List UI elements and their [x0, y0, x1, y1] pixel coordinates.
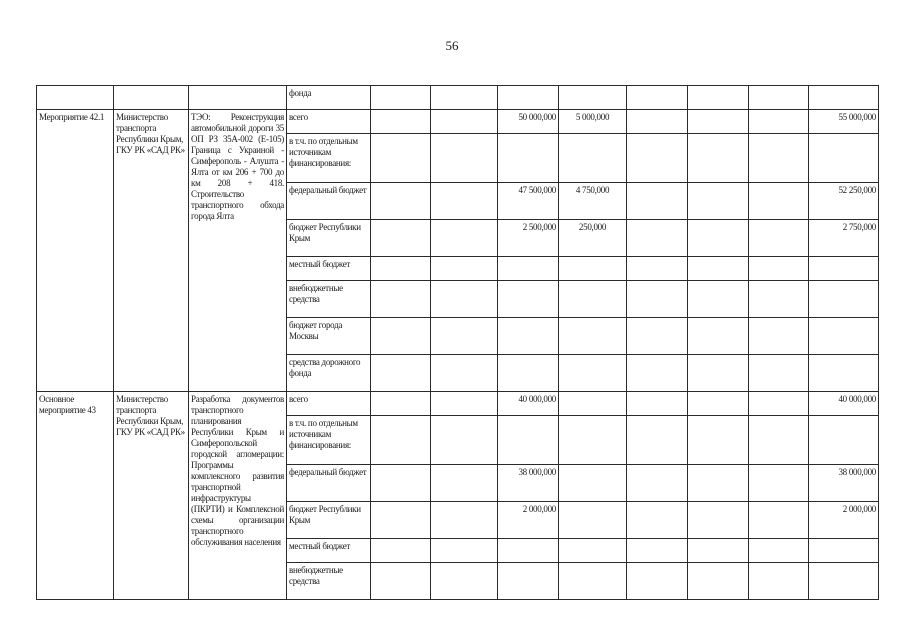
- funding-source-cell: местный бюджет: [287, 539, 371, 563]
- funding-source-cell: в т.ч. по отдельным источникам финансирования:: [287, 416, 371, 465]
- amount-cell: 2 500,000: [498, 220, 559, 257]
- funding-source-cell: федеральный бюджет: [287, 465, 371, 502]
- page-number: 56: [445, 38, 459, 53]
- amount-cell: 38 000,000: [498, 465, 559, 502]
- funding-source-cell: в т.ч. по отдельным источникам финансирования:: [287, 134, 371, 183]
- funding-source-cell: средства дорожного фонда: [287, 355, 371, 392]
- budget-table: [36, 85, 879, 600]
- funding-source-cell: внебюджетные средства: [287, 281, 371, 318]
- total-cell: 2 750,000: [809, 220, 879, 257]
- funding-source-cell: местный бюджет: [287, 257, 371, 281]
- amount-cell: 2 000,000: [498, 502, 559, 539]
- funding-source-cell: бюджет Республики Крым: [287, 502, 371, 539]
- amount-cell: 250,000: [559, 220, 627, 257]
- description-cell: Разработка документов транспортного планирования Республики Крым и Симферопольской городской агломерации: Программы комплексного развития транспортной инфраструктуры (ПКРТИ) и Комплексной схемы организации транспортного обслуживания населения: [189, 392, 287, 600]
- event-name-cell: Мероприятие 42.1: [37, 110, 114, 392]
- table-row: [37, 110, 879, 134]
- executor-cell: Министерство транспорта Республики Крым, ГКУ РК «САД РК»: [114, 392, 189, 600]
- amount-cell: 4 750,000: [559, 183, 627, 220]
- funding-source-cell: всего: [287, 110, 371, 134]
- amount-cell: 40 000,000: [498, 392, 559, 416]
- table-row: [37, 392, 879, 416]
- table-row: [37, 86, 879, 110]
- total-cell: 52 250,000: [809, 183, 879, 220]
- total-cell: 40 000,000: [809, 392, 879, 416]
- total-cell: 55 000,000: [809, 110, 879, 134]
- total-cell: 38 000,000: [809, 465, 879, 502]
- amount-cell: 5 000,000: [559, 110, 627, 134]
- event-name-cell: Основное мероприятие 43: [37, 392, 114, 600]
- description-cell: ТЭО: Реконструкция автомобильной дороги 35 ОП РЗ 35А-002 (Е-105) Граница с Украиной - Симферополь - Алушта - Ялта от км 206 + 700 до км 208 + 418. Строительство транспортного обхода города Ялта: [189, 110, 287, 392]
- executor-cell: Министерство транспорта Республики Крым, ГКУ РК «САД РК»: [114, 110, 189, 392]
- funding-source-cell: фонда: [287, 86, 371, 110]
- funding-source-cell: бюджет Республики Крым: [287, 220, 371, 257]
- funding-source-cell: федеральный бюджет: [287, 183, 371, 220]
- amount-cell: 47 500,000: [498, 183, 559, 220]
- funding-source-cell: бюджет города Москвы: [287, 318, 371, 355]
- amount-cell: 50 000,000: [498, 110, 559, 134]
- funding-source-cell: всего: [287, 392, 371, 416]
- total-cell: 2 000,000: [809, 502, 879, 539]
- funding-source-cell: внебюджетные средства: [287, 563, 371, 600]
